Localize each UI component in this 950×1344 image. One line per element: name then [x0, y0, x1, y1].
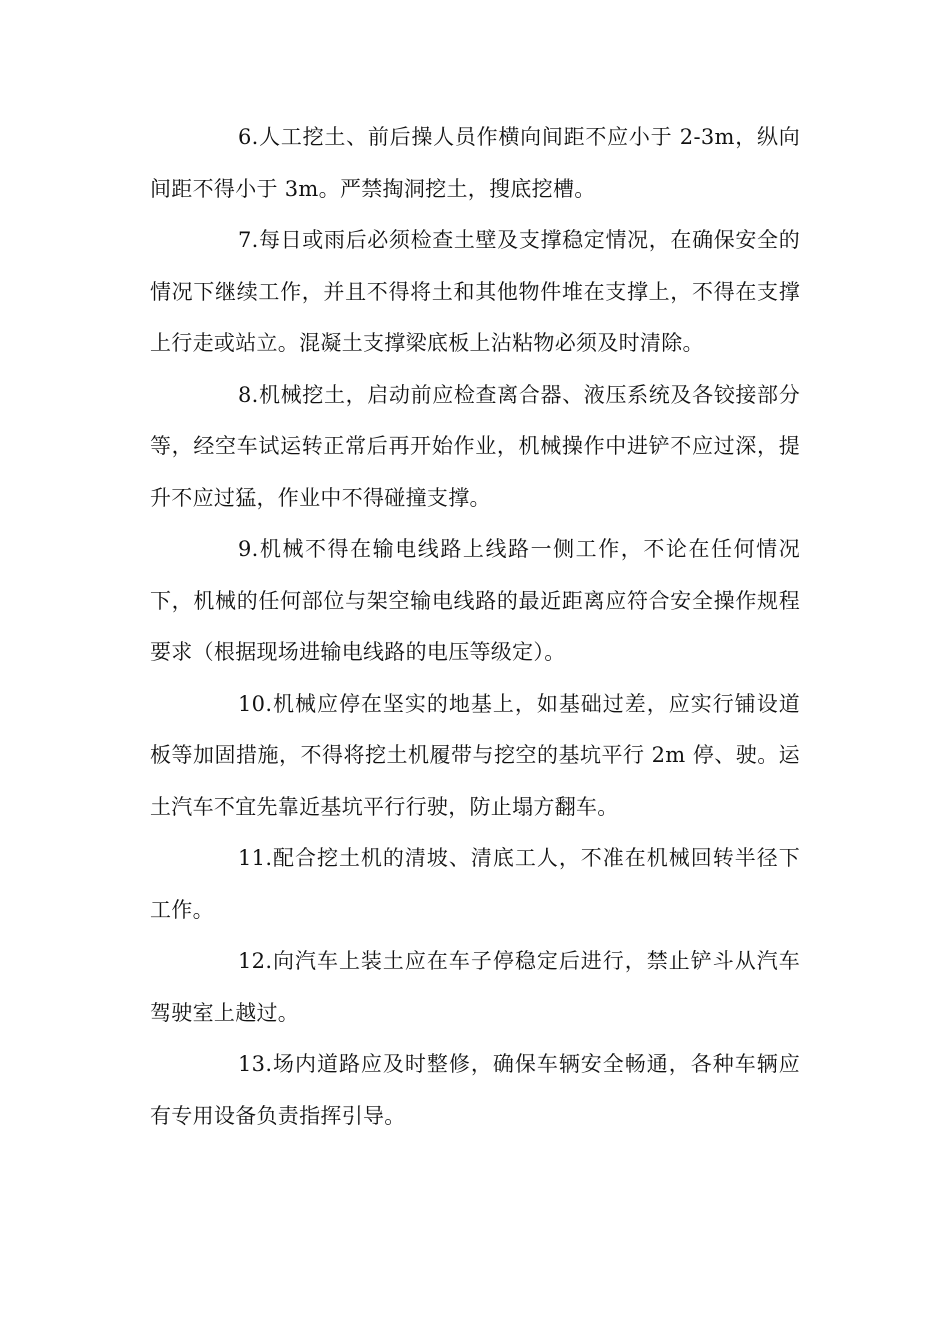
- paragraph-item-12: 12.向汽车上装土应在车子停稳定后进行，禁止铲斗从汽车驾驶室上越过。: [150, 949, 800, 1025]
- paragraph-item-7: 7.每日或雨后必须检查土壁及支撑稳定情况，在确保安全的情况下继续工作，并且不得将土和其他物件堆在支撑上，不得在支撑上行走或站立。混凝土支撑梁底板上沾粘物必须及时清除。: [150, 228, 800, 355]
- paragraph-item-9: 9.机械不得在输电线路上线路一侧工作，不论在任何情况下，机械的任何部位与架空输电线路的最近距离应符合安全操作规程要求（根据现场进输电线路的电压等级定）。: [150, 537, 800, 664]
- paragraph-item-11: 11.配合挖土机的清坡、清底工人，不准在机械回转半径下工作。: [150, 846, 800, 922]
- document-body: [150, 112, 800, 1142]
- paragraph-item-8: 8.机械挖土，启动前应检查离合器、液压系统及各铰接部分等，经空车试运转正常后再开始作业，机械操作中进铲不应过深，提升不应过猛，作业中不得碰撞支撑。: [150, 382, 800, 510]
- paragraph-item-6: 6.人工挖土、前后操人员作横向间距不应小于 2-3m，纵向间距不得小于 3m。严禁掏洞挖土，搜底挖槽。: [150, 125, 800, 201]
- paragraph-item-10: 10.机械应停在坚实的地基上，如基础过差，应实行铺设道板等加固措施，不得将挖土机履带与挖空的基坑平行 2m 停、驶。运土汽车不宜先靠近基坑平行行驶，防止塌方翻车。: [150, 691, 800, 819]
- paragraph-item-13: 13.场内道路应及时整修，确保车辆安全畅通，各种车辆应有专用设备负责指挥引导。: [150, 1052, 800, 1128]
